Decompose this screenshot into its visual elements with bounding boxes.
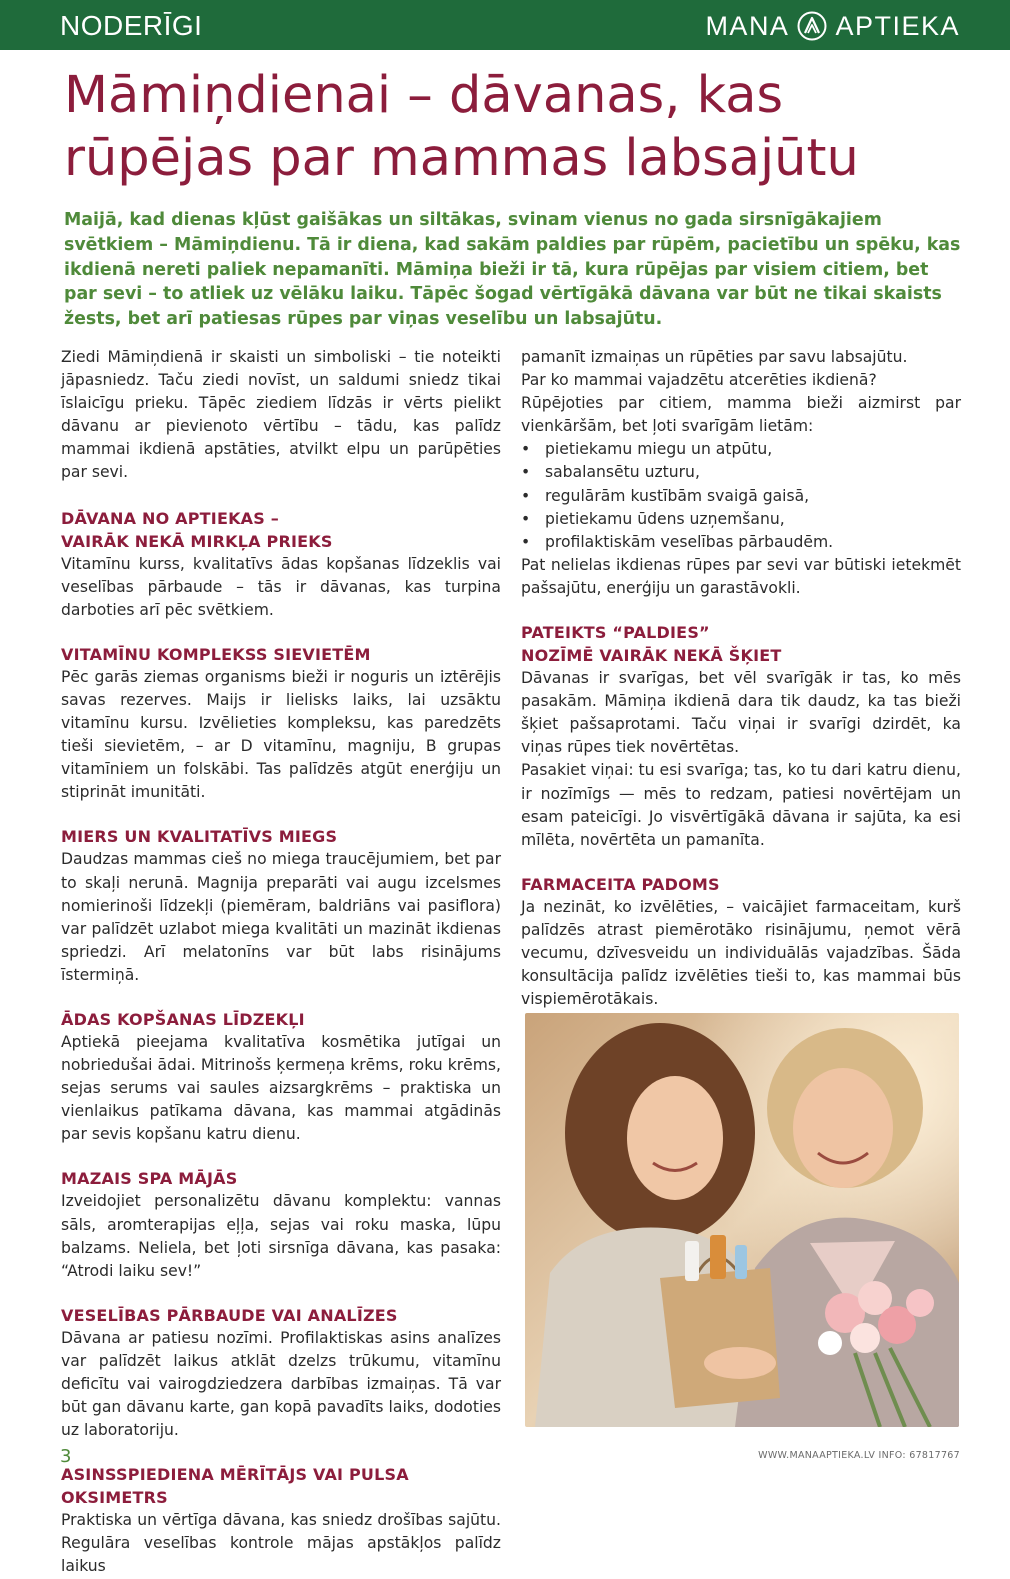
section-body-pharmacist-advice: Ja nezināt, ko izvēlēties, – vaicājiet farmaceitam, kurš palīdzēs atrast piemērotāko risinājumu, ņemot vērā vecumu, dzīvesveidu un individuālās vajadzības. Šāda konsultācija palīdz izvēlēties tieši to, kas mammai būs vispiemērotākais. <box>521 897 961 1009</box>
list-item: • pietiekamu ūdens uzņemšanu, <box>521 508 961 531</box>
mother-daughter-gift-photo <box>525 1013 959 1427</box>
footer-contact-info[interactable]: WWW.MANAAPTIEKA.LV INFO: 67817767 <box>758 1450 960 1461</box>
section-heading-gift-from-pharmacy <box>61 507 501 553</box>
article-lead: Maijā, kad dienas kļūst gaišākas un siltākas, svinam vienus no gada sirsnīgākajiem svētkiem – Māmiņdienu. Tā ir diena, kad sakām paldies par rūpēm, pacietību un spēku, kas ikdienā nereti paliek nepamanīti. Māmiņa bieži ir tā, kura rūpējas par visiem citiem, bet par sevi – to atliek uz vēlāku laiku. Tāpēc šogad vērtīgākā dāvana var būt ne tikai skaists žests, bet arī patiesas rūpes par viņas veselību un labsajūtu. <box>64 210 961 330</box>
section-label: NODERĪGI <box>60 10 203 41</box>
list-item: • profilaktiskām veselības pārbaudēm. <box>521 531 961 554</box>
list-intro: Rūpējoties par citiem, mamma bieži aizmirst par vienkāršām, bet ļoti svarīgām lietām: <box>521 394 961 436</box>
header-bar <box>0 0 1010 50</box>
section-heading-spa: MAZAIS SPA MĀJĀS <box>61 1169 238 1189</box>
bullet-icon: • <box>521 532 531 551</box>
list-outro: Pat nelielas ikdienas rūpes par sevi var būtiski ietekmēt pašsajūtu, enerģiju un garastāvokli. <box>521 555 961 597</box>
section-body-sleep: Daudzas mammas cieš no miega traucējumiem, bet par to skaļi nerunā. Magnija preparāti vai augu izcelsmes nomierinoši līdzekļi (piemēram, baldriāns vai pasiflora) var palīdzēt uzlabot miega kvalitāti un mazināt ikdienas spriedzi. Arī melatonīns var būt labs risinājums īstermiņā. <box>61 850 501 984</box>
continued-paragraph: pamanīt izmaiņas un rūpēties par savu labsajūtu. <box>521 348 908 366</box>
left-column <box>61 346 501 1579</box>
section-body-health-check: Dāvana ar patiesu nozīmi. Profilaktiskas asins analīzes var palīdzēt laikus atklāt dzelzs trūkumu, vitamīnu deficītu vai vairogdziedzera darbības izmaiņas. Tā var būt gan dāvanu karte, gan kopā pavadīts laiks, dodoties uz laboratoriju. <box>61 1328 501 1440</box>
heading-line-1: DĀVANA NO APTIEKAS – <box>61 508 279 528</box>
mana-aptieka-logo-icon <box>797 11 827 41</box>
heading-line-2: VAIRĀK NEKĀ MIRKĻA PRIEKS <box>61 531 333 551</box>
list-item: • pietiekamu miegu un atpūtu, <box>521 438 961 461</box>
section-body-spa: Izveidojiet personalizētu dāvanu komplektu: vannas sāls, aromterapijas eļļa, sejas vai roku maska, lūpu balzams. Neliela, bet ļoti sirsnīga dāvana, kas pasaka: “Atrodi laiku sev!” <box>61 1192 501 1280</box>
article-title: Māmiņdienai – dāvanas, kas rūpējas par mammas labsajūtu <box>64 66 859 188</box>
brand-name-left: MANA <box>705 10 790 41</box>
list-item: • regulārām kustībām svaigā gaisā, <box>521 485 961 508</box>
section-heading-thank-you <box>521 621 961 667</box>
section-body-skincare: Aptiekā pieejama kvalitatīva kosmētika jutīgai un nobriedušai ādai. Mitrinošs ķermeņa krēms, roku krēms, sejas serums vai saules aizsargkrēms – praktiska un vienlaikus patīkama dāvana, kas mammai atgādinās par sevis kopšanu katru dienu. <box>61 1032 501 1144</box>
bullet-icon: • <box>521 509 531 528</box>
intro-paragraph: Ziedi Māmiņdienā ir skaisti un simboliski – tie noteikti jāpasniedz. Taču ziedi novīst, un saldumi sniedz tikai īslaicīgu prieku. Tāpēc ziediem līdzās ir vērts pielikt dāvanu ar pievienoto vērtību – tādu, kas palīdz mammai ikdienā apstāties, atvilkt elpu un parūpēties par sevi. <box>61 348 501 482</box>
section-heading-health-check: VESELĪBAS PĀRBAUDE VAI ANALĪZES <box>61 1305 398 1325</box>
section-heading-pharmacist-advice: FARMACEITA PADOMS <box>521 874 720 894</box>
heading-line-1: PATEIKTS “PALDIES” <box>521 623 710 643</box>
brand-name-right: APTIEKA <box>835 10 960 41</box>
section-body-gift-from-pharmacy: Vitamīnu kurss, kvalitatīvs ādas kopšanas līdzeklis vai veselības pārbaude – tās ir dāvanas, kas turpina darboties arī pēc svētkiem. <box>61 554 501 619</box>
section-heading-vitamins: VITAMĪNU KOMPLEKSS SIEVIETĒM <box>61 644 371 664</box>
heading-line-2: NOZĪMĒ VAIRĀK NEKĀ ŠĶIET <box>521 646 782 666</box>
bullet-icon: • <box>521 463 531 482</box>
list-item: • sabalansētu uzturu, <box>521 461 961 484</box>
section-body-thank-you-1: Dāvanas ir svarīgas, bet vēl svarīgāk ir tas, ko mēs pasakām. Māmiņa ikdienā dara tik daudz, ka tas bieži šķiet pašsaprotami. Taču viņai ir svarīgi dzirdēt, ka viņas rūpes tiek novērtētas. <box>521 669 961 757</box>
bullet-icon: • <box>521 440 531 459</box>
right-column <box>521 346 961 1011</box>
section-body-blood-pressure: Praktiska un vērtīga dāvana, kas sniedz drošības sajūtu. Regulāra veselības kontrole mājas apstākļos palīdz laikus <box>61 1511 501 1576</box>
page-number: 3 <box>60 1446 72 1467</box>
section-body-vitamins: Pēc garās ziemas organisms bieži ir noguris un iztērējis savas rezerves. Maijs ir lielisks laiks, lai uzsāktu vitamīnu kursu. Izvēlieties kompleksu, kas paredzēts tieši sievietēm, – ar D vitamīnu, magniju, B grupas vitamīniem un folskābi. Tas palīdzēs atgūt enerģiju un stiprināt imunitāti. <box>61 667 501 802</box>
section-heading-blood-pressure: ASINSSPIEDIENA MĒRĪTĀJS VAI PULSA OKSIMETRS <box>61 1465 409 1508</box>
brand-logo[interactable] <box>705 10 960 42</box>
section-heading-skincare: ĀDAS KOPŠANAS LĪDZEKĻI <box>61 1009 305 1029</box>
question-line: Par ko mammai vajadzētu atcerēties ikdienā? <box>521 371 877 390</box>
bullet-icon: • <box>521 486 531 505</box>
wellbeing-list <box>521 438 961 553</box>
section-body-thank-you-2: Pasakiet viņai: tu esi svarīga; tas, ko tu dari katru dienu, ir nozīmīgs — mēs to redzam, patiesi novērtējam un esam pateicīgi. Jo visvērtīgākā dāvana ir sajūta, ka esi mīlēta, novērtēta un pamanīta. <box>521 761 961 849</box>
section-heading-sleep: MIERS UN KVALITATĪVS MIEGS <box>61 827 338 847</box>
